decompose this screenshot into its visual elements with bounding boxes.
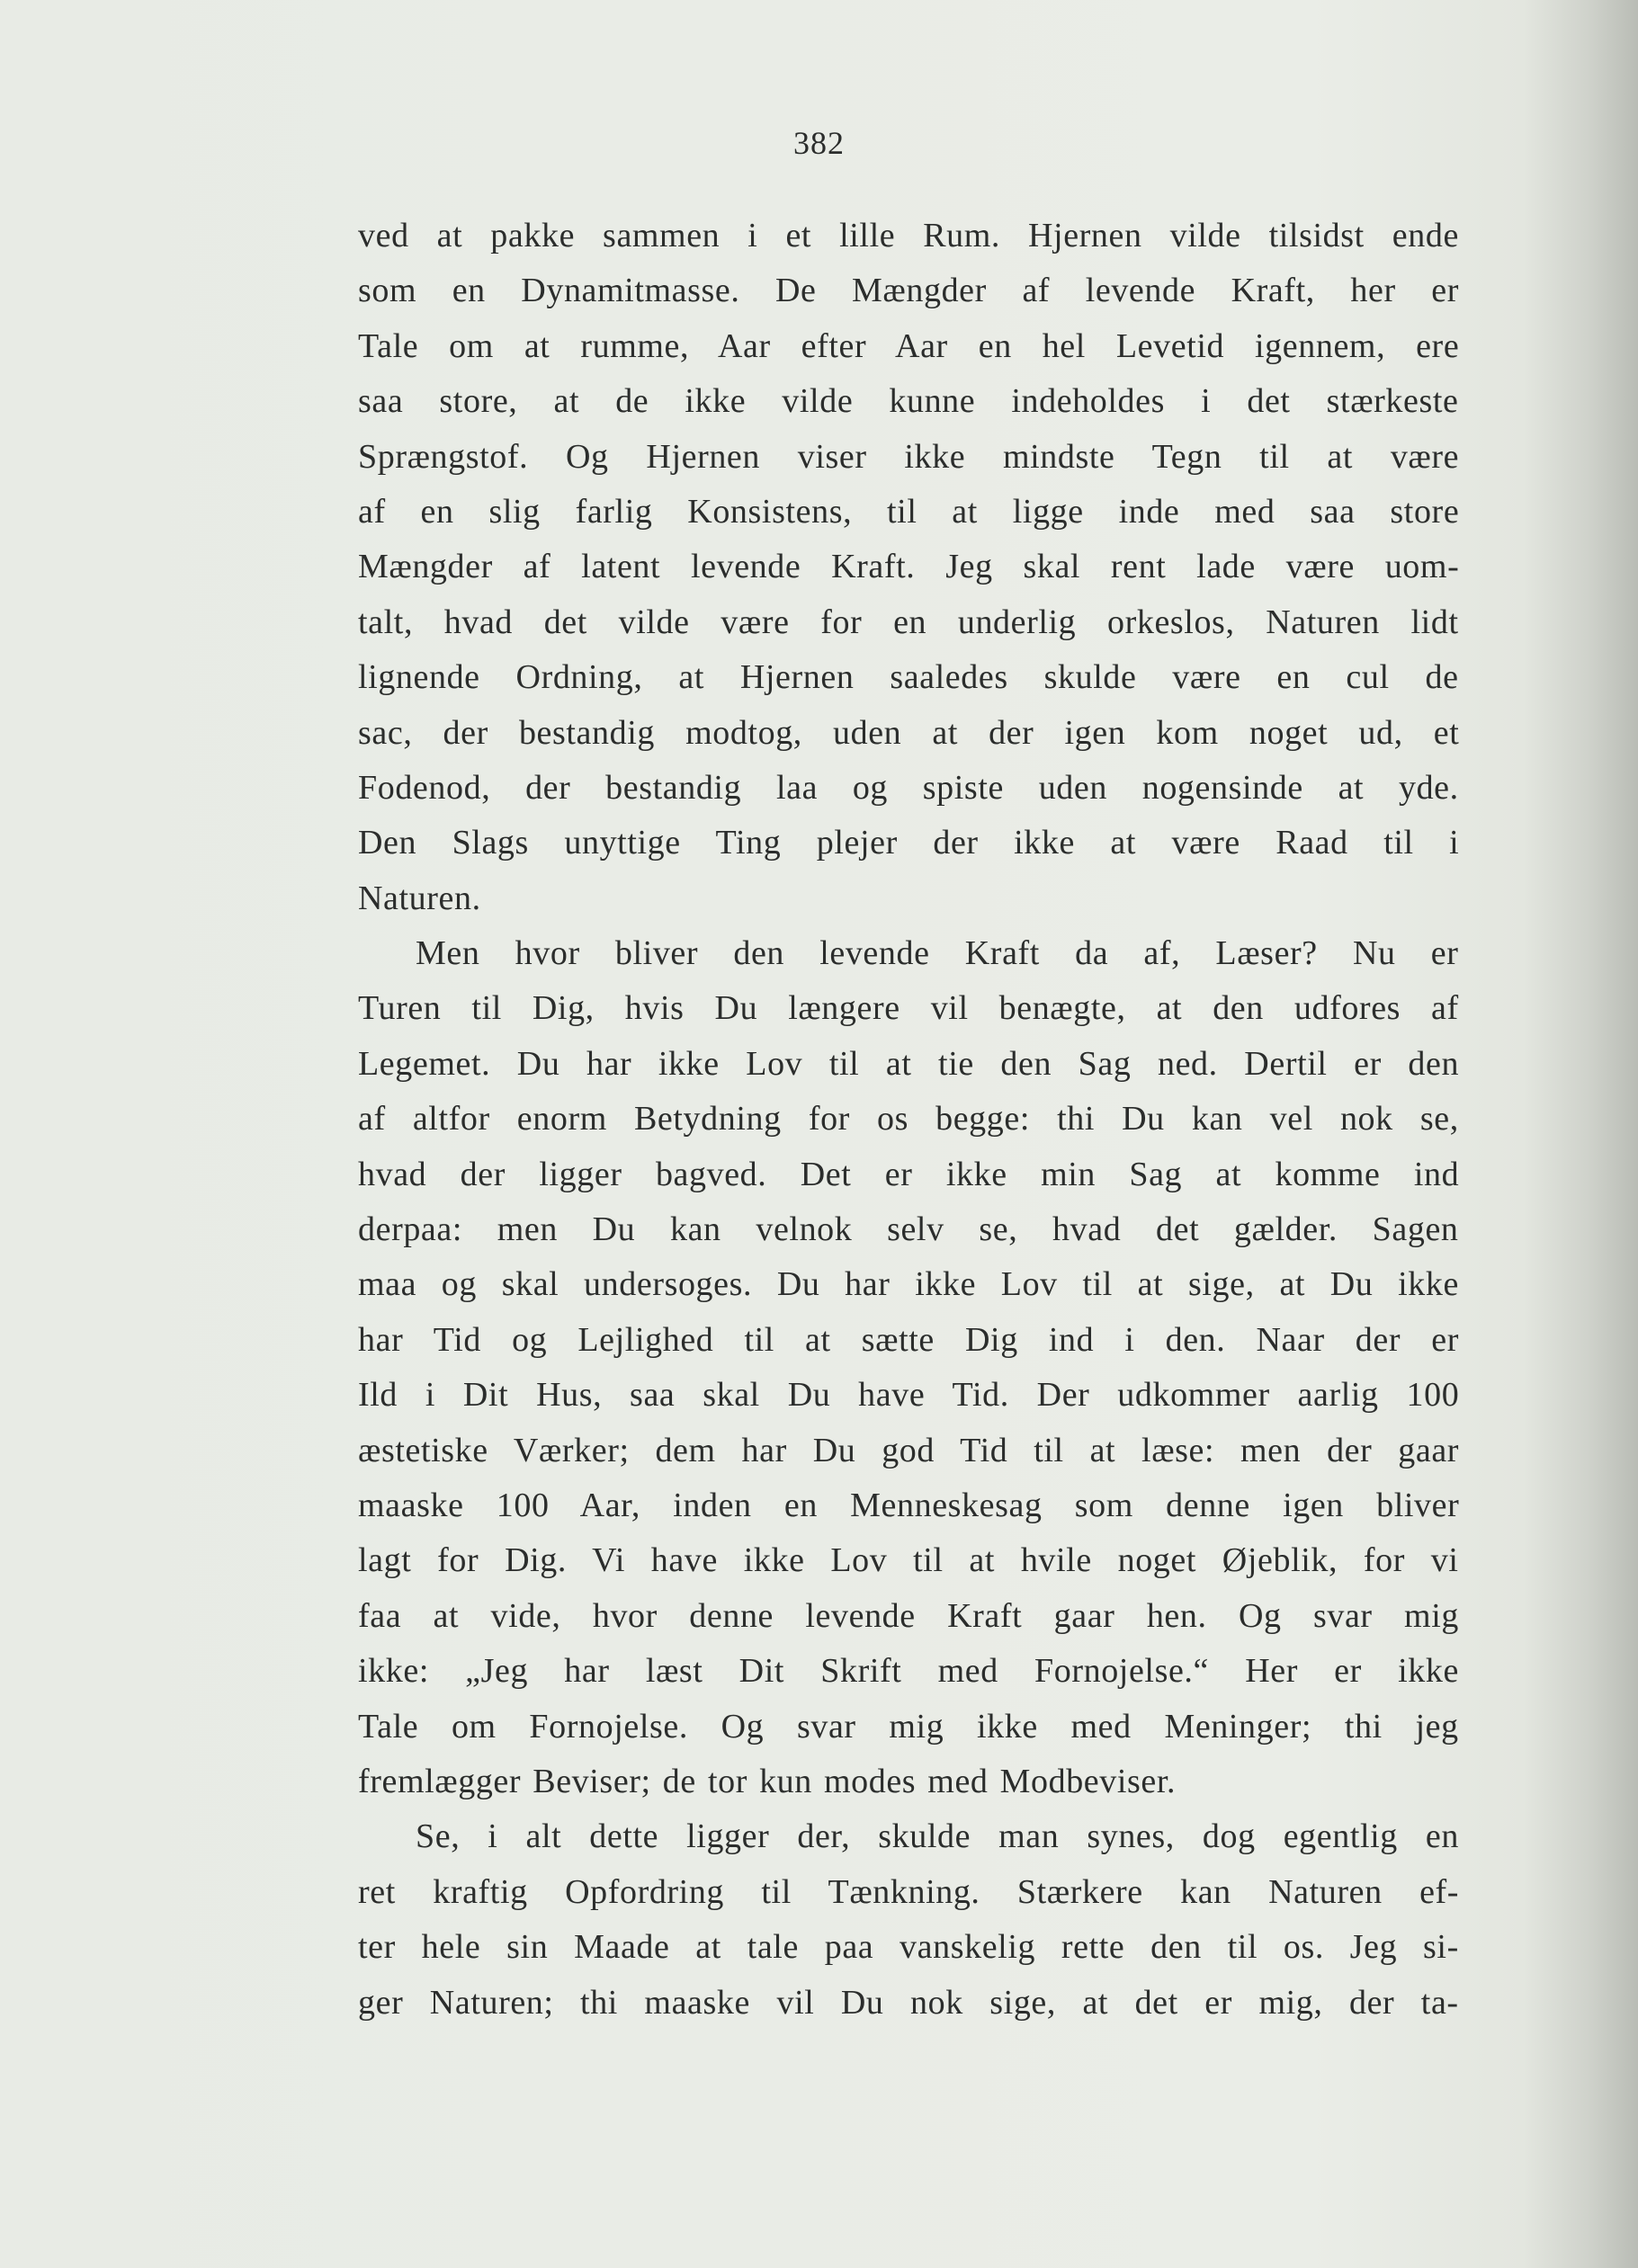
text-line: derpaa: men Du kan velnok selv se, hvad det gælder. Sagen — [358, 1210, 1459, 1249]
text-line: Tale om Fornojelse. Og svar mig ikke med Meninger; thi jeg — [358, 1707, 1459, 1746]
text-line: talt, hvad det vilde være for en underlig orkeslos, Naturen lidt — [358, 603, 1459, 641]
text-line: af altfor enorm Betydning for os begge: thi Du kan vel nok se, — [358, 1100, 1459, 1138]
text-line: Se, i alt dette ligger der, skulde man synes, dog egentlig en — [416, 1817, 1459, 1856]
text-line: Ild i Dit Hus, saa skal Du have Tid. Der udkommer aarlig 100 — [358, 1376, 1460, 1415]
body-text — [358, 209, 1459, 2031]
text-line: hvad der ligger bagved. Det er ikke min Sag at komme ind — [358, 1155, 1460, 1193]
text-line: har Tid og Lejlighed til at sætte Dig ind i den. Naar der er — [358, 1320, 1459, 1359]
text-line: Den Slags unyttige Ting plejer der ikke at være Raad til i — [358, 824, 1460, 862]
text-line: af en slig farlig Konsistens, til at ligge inde med saa store — [358, 492, 1460, 531]
text-line: maa og skal undersoges. Du har ikke Lov til at sige, at Du ikke — [358, 1265, 1459, 1304]
text-line: saa store, at de ikke vilde kunne indeholdes i det stærkeste — [358, 382, 1459, 421]
text-line: ved at pakke sammen i et lille Rum. Hjernen vilde tilsidst ende — [358, 217, 1459, 254]
text-line: fremlægger Beviser; de tor kun modes med Modbeviser. — [358, 1762, 1177, 1800]
text-line: Sprængstof. Og Hjernen viser ikke mindste Tegn til at være — [358, 437, 1460, 476]
text-line: Fodenod, der bestandig laa og spiste uden nogensinde at yde. — [358, 768, 1459, 807]
text-line: faa at vide, hvor denne levende Kraft gaar hen. Og svar mig — [358, 1596, 1459, 1635]
text-line: ger Naturen; thi maaske vil Du nok sige, at det er mig, der ta- — [358, 1983, 1459, 2022]
text-line: sac, der bestandig modtog, uden at der igen kom noget ud, et — [358, 713, 1460, 752]
text-line: lagt for Dig. Vi have ikke Lov til at hvile noget Øjeblik, for vi — [358, 1541, 1459, 1580]
text-line: ikke: „Jeg har læst Dit Skrift med Fornojelse.“ Her er ikke — [358, 1652, 1459, 1691]
text-line: Turen til Dig, hvis Du længere vil benægte, at den udfores af — [358, 989, 1459, 1028]
text-line: lignende Ordning, at Hjernen saaledes skulde være en cul de — [358, 658, 1459, 697]
text-line: ter hele sin Maade at tale paa vanskelig rette den til os. Jeg si- — [358, 1928, 1459, 1967]
text-line: Mængder af latent levende Kraft. Jeg skal rent lade være uom- — [358, 548, 1460, 586]
text-line: Legemet. Du har ikke Lov til at tie den Sag ned. Dertil er den — [358, 1044, 1460, 1083]
text-line: æstetiske Værker; dem har Du god Tid til at læse: men der gaar — [358, 1431, 1460, 1469]
page-number: 382 — [793, 125, 845, 161]
text-line: Naturen. — [358, 879, 481, 917]
text-line: Tale om at rumme, Aar efter Aar en hel Levetid igennem, ere — [358, 326, 1460, 365]
text-line: maaske 100 Aar, inden en Menneskesag som denne igen bliver — [358, 1486, 1460, 1524]
text-line: ret kraftig Opfordring til Tænkning. Stærkere kan Naturen ef- — [358, 1872, 1460, 1911]
text-line: Men hvor bliver den levende Kraft da af, Læser? Nu er — [416, 934, 1459, 973]
text-line: som en Dynamitmasse. De Mængder af levende Kraft, her er — [358, 272, 1460, 310]
